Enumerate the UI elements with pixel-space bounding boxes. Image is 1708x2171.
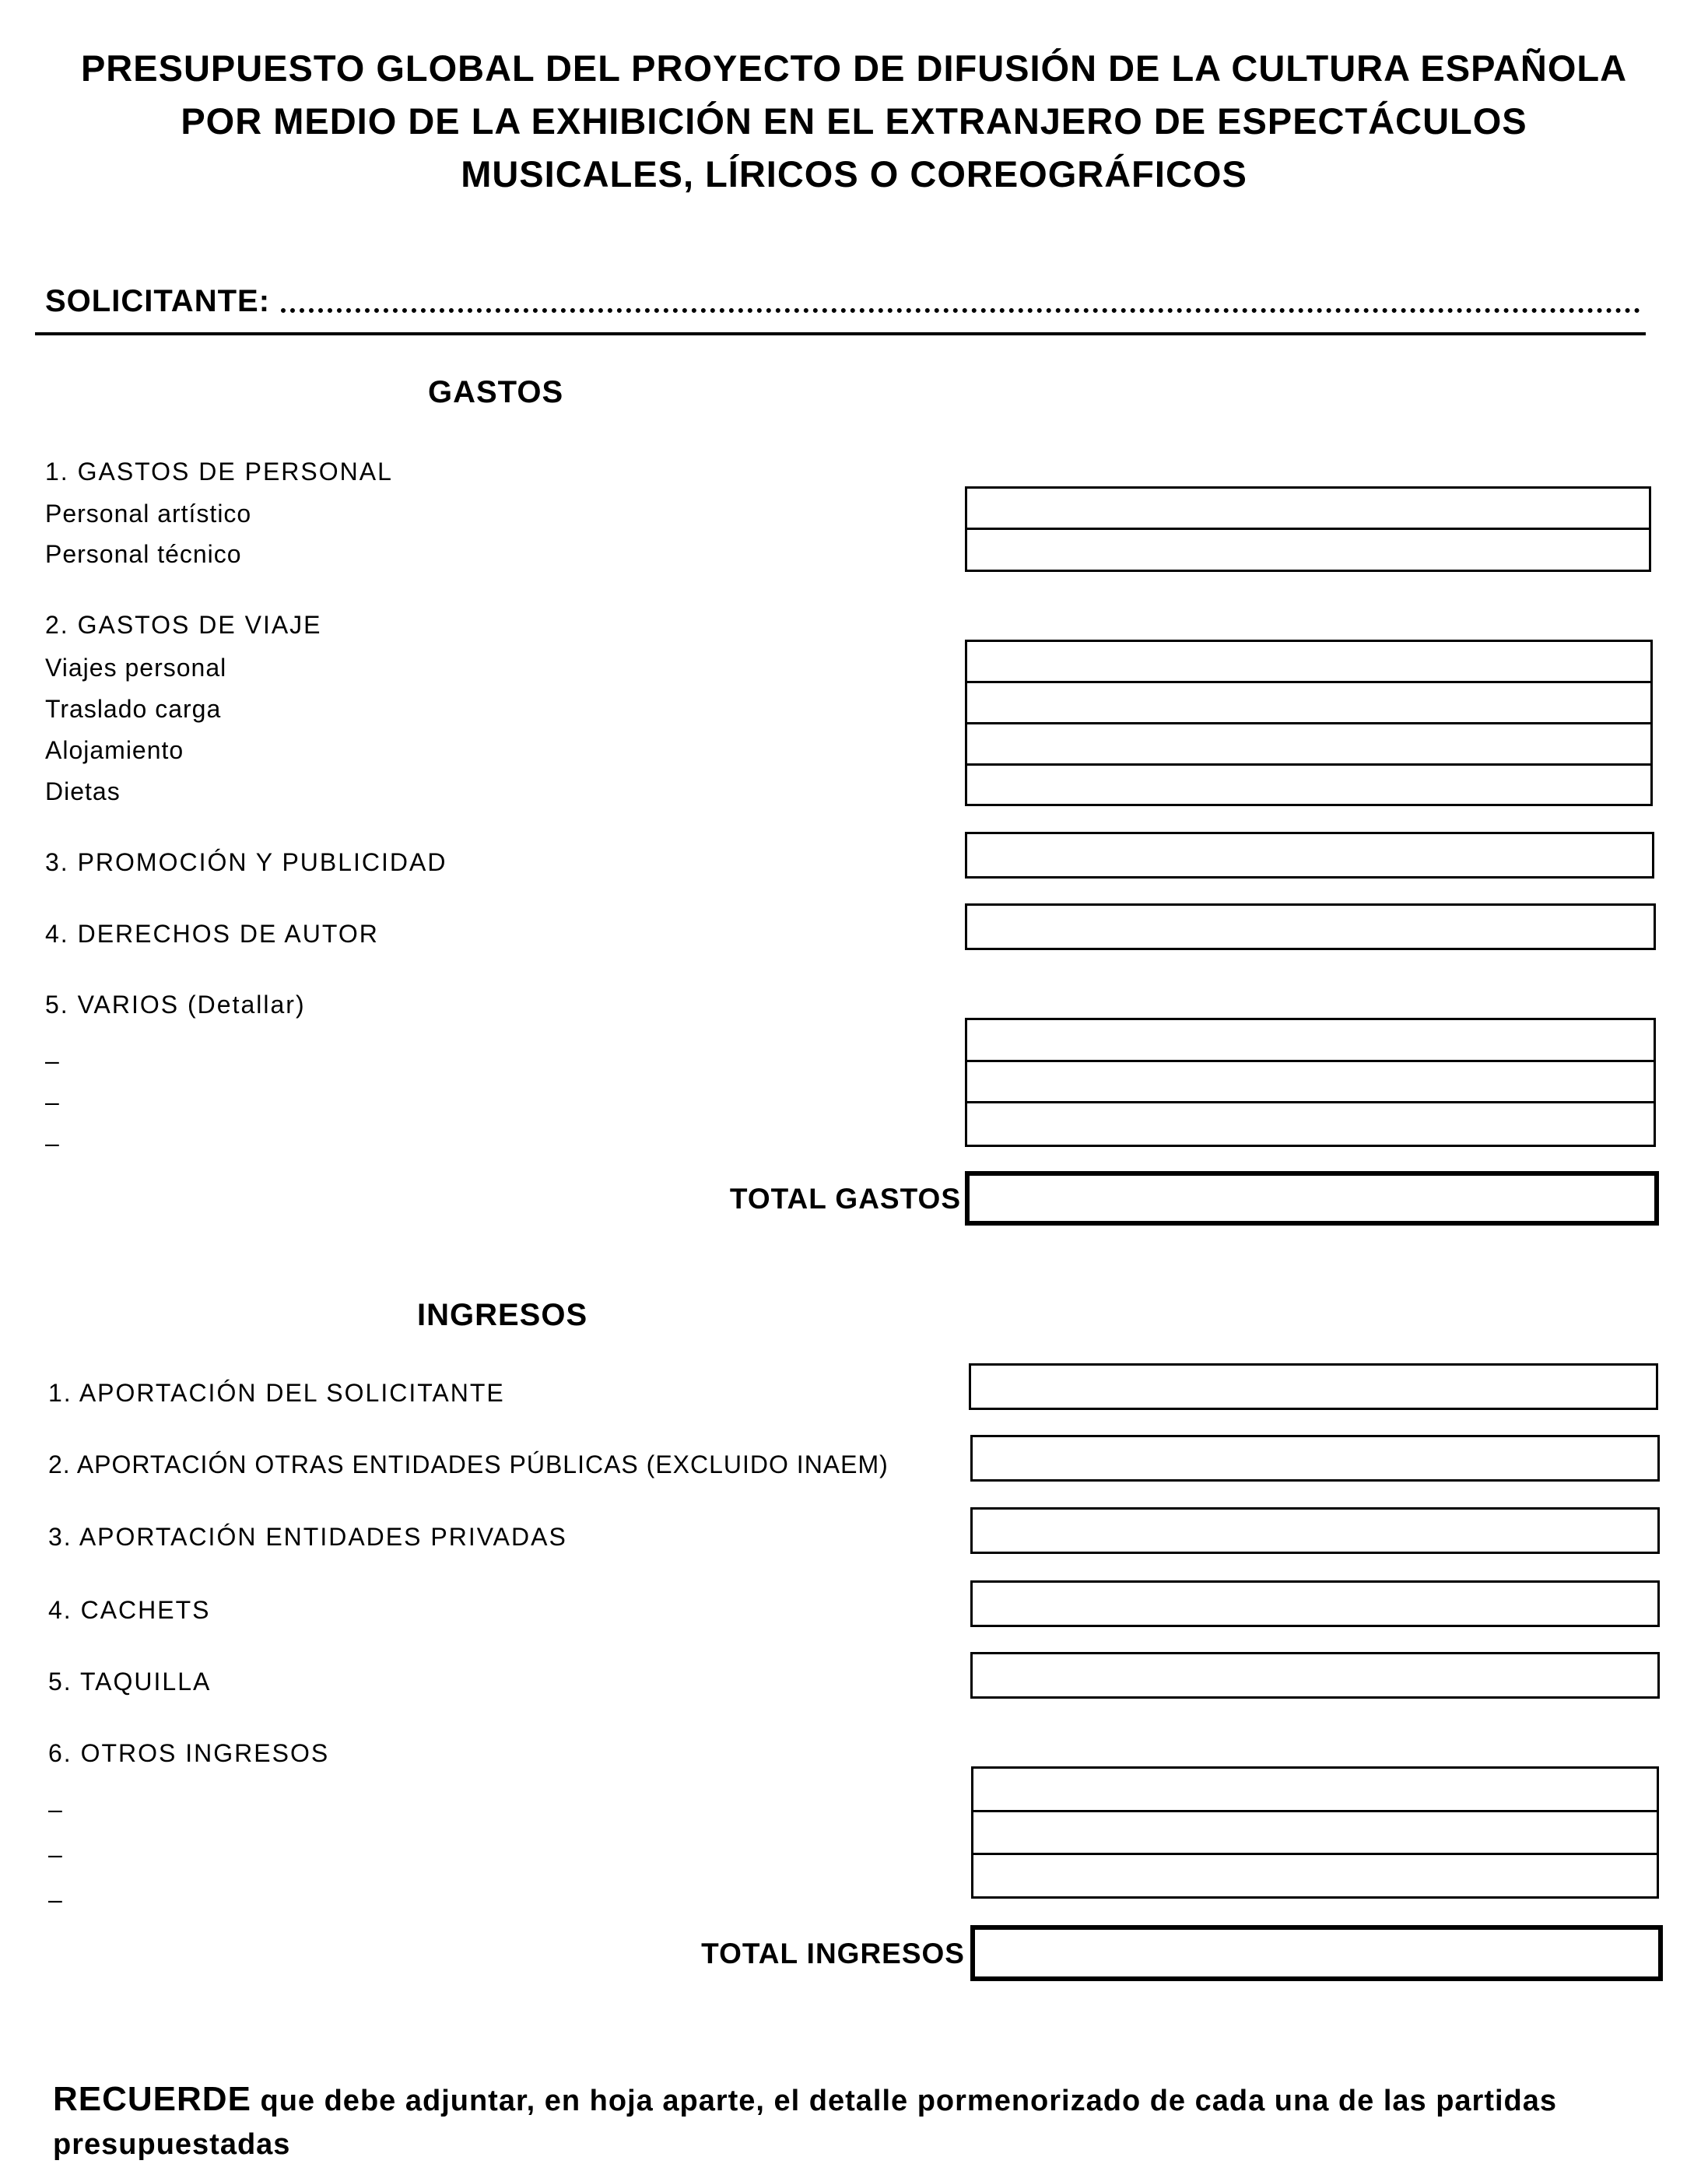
input-varios-1[interactable]: [967, 1020, 1654, 1062]
input-cachets[interactable]: [970, 1580, 1660, 1627]
input-taquilla[interactable]: [970, 1652, 1660, 1699]
personal-boxes: [965, 486, 1651, 572]
gastos-viaje-title: 2. GASTOS DE VIAJE: [45, 611, 322, 639]
label-viajes-personal: Viajes personal: [45, 654, 227, 682]
total-ingresos-field[interactable]: [970, 1925, 1663, 1981]
input-varios-3[interactable]: [967, 1103, 1654, 1145]
total-ingresos-label: TOTAL INGRESOS: [701, 1938, 965, 1969]
input-promocion[interactable]: [965, 832, 1654, 879]
label-dietas: Dietas: [45, 777, 121, 805]
footer-note: [53, 2078, 1671, 2166]
label-personal-artistico: Personal artístico: [45, 500, 252, 528]
otros-boxes: [971, 1766, 1659, 1899]
input-viajes-personal[interactable]: [967, 642, 1650, 683]
varios-dash-2: –: [45, 1088, 60, 1116]
input-alojamiento[interactable]: [967, 724, 1650, 766]
label-cachets: 4. CACHETS: [48, 1596, 211, 1624]
input-aportacion-privadas[interactable]: [970, 1507, 1660, 1554]
footer-text: que debe adjuntar, en hoja aparte, el detalle pormenorizado de cada una de las partidas presupuestadas: [53, 2085, 1558, 2161]
varios-boxes: [965, 1018, 1656, 1147]
gastos-heading: GASTOS: [428, 375, 564, 409]
label-derechos: 4. DERECHOS DE AUTOR: [45, 920, 379, 948]
label-traslado-carga: Traslado carga: [45, 695, 222, 723]
title-line-3: MUSICALES, LÍRICOS O COREOGRÁFICOS: [461, 153, 1247, 195]
footer-strong: RECUERDE: [53, 2080, 251, 2118]
input-varios-2[interactable]: [967, 1062, 1654, 1103]
input-personal-tecnico[interactable]: [967, 530, 1649, 570]
label-otros-ingresos: 6. OTROS INGRESOS: [48, 1739, 330, 1767]
input-otros-2[interactable]: [973, 1812, 1657, 1855]
varios-dash-3: –: [45, 1129, 60, 1157]
title-line-1: PRESUPUESTO GLOBAL DEL PROYECTO DE DIFUSIÓN DE LA CULTURA ESPAÑOLA: [80, 47, 1628, 89]
label-personal-tecnico: Personal técnico: [45, 540, 242, 568]
otros-dash-2: –: [48, 1840, 63, 1868]
input-otros-3[interactable]: [973, 1855, 1657, 1896]
ingresos-heading: INGRESOS: [417, 1298, 588, 1332]
input-dietas[interactable]: [967, 766, 1650, 804]
total-gastos-field[interactable]: [965, 1171, 1659, 1226]
label-taquilla: 5. TAQUILLA: [48, 1668, 212, 1696]
otros-dash-1: –: [48, 1795, 63, 1823]
input-otros-1[interactable]: [973, 1769, 1657, 1812]
otros-dash-3: –: [48, 1885, 63, 1913]
solicitante-field[interactable]: [281, 305, 1640, 313]
divider: [35, 332, 1646, 335]
viaje-boxes: [965, 640, 1653, 806]
title-line-2: POR MEDIO DE LA EXHIBICIÓN EN EL EXTRANJERO DE ESPECTÁCULOS: [181, 100, 1527, 142]
input-aportacion-publicas[interactable]: [970, 1435, 1660, 1482]
varios-dash-1: –: [45, 1047, 60, 1075]
input-aportacion-solicitante[interactable]: [969, 1363, 1658, 1410]
gastos-personal-title: 1. GASTOS DE PERSONAL: [45, 458, 393, 486]
label-varios: 5. VARIOS (Detallar): [45, 991, 306, 1019]
input-personal-artistico[interactable]: [967, 489, 1649, 530]
solicitante-label: SOLICITANTE:: [45, 284, 271, 318]
label-promocion: 3. PROMOCIÓN Y PUBLICIDAD: [45, 848, 447, 876]
input-traslado-carga[interactable]: [967, 683, 1650, 724]
input-derechos[interactable]: [965, 903, 1656, 950]
solicitante-row: [45, 272, 1640, 319]
label-aportacion-solicitante: 1. APORTACIÓN DEL SOLICITANTE: [48, 1379, 505, 1407]
label-alojamiento: Alojamiento: [45, 736, 184, 764]
label-aportacion-privadas: 3. APORTACIÓN ENTIDADES PRIVADAS: [48, 1523, 567, 1551]
total-gastos-label: TOTAL GASTOS: [729, 1183, 961, 1215]
label-aportacion-publicas: 2. APORTACIÓN OTRAS ENTIDADES PÚBLICAS (EXCLUIDO INAEM): [48, 1450, 889, 1478]
